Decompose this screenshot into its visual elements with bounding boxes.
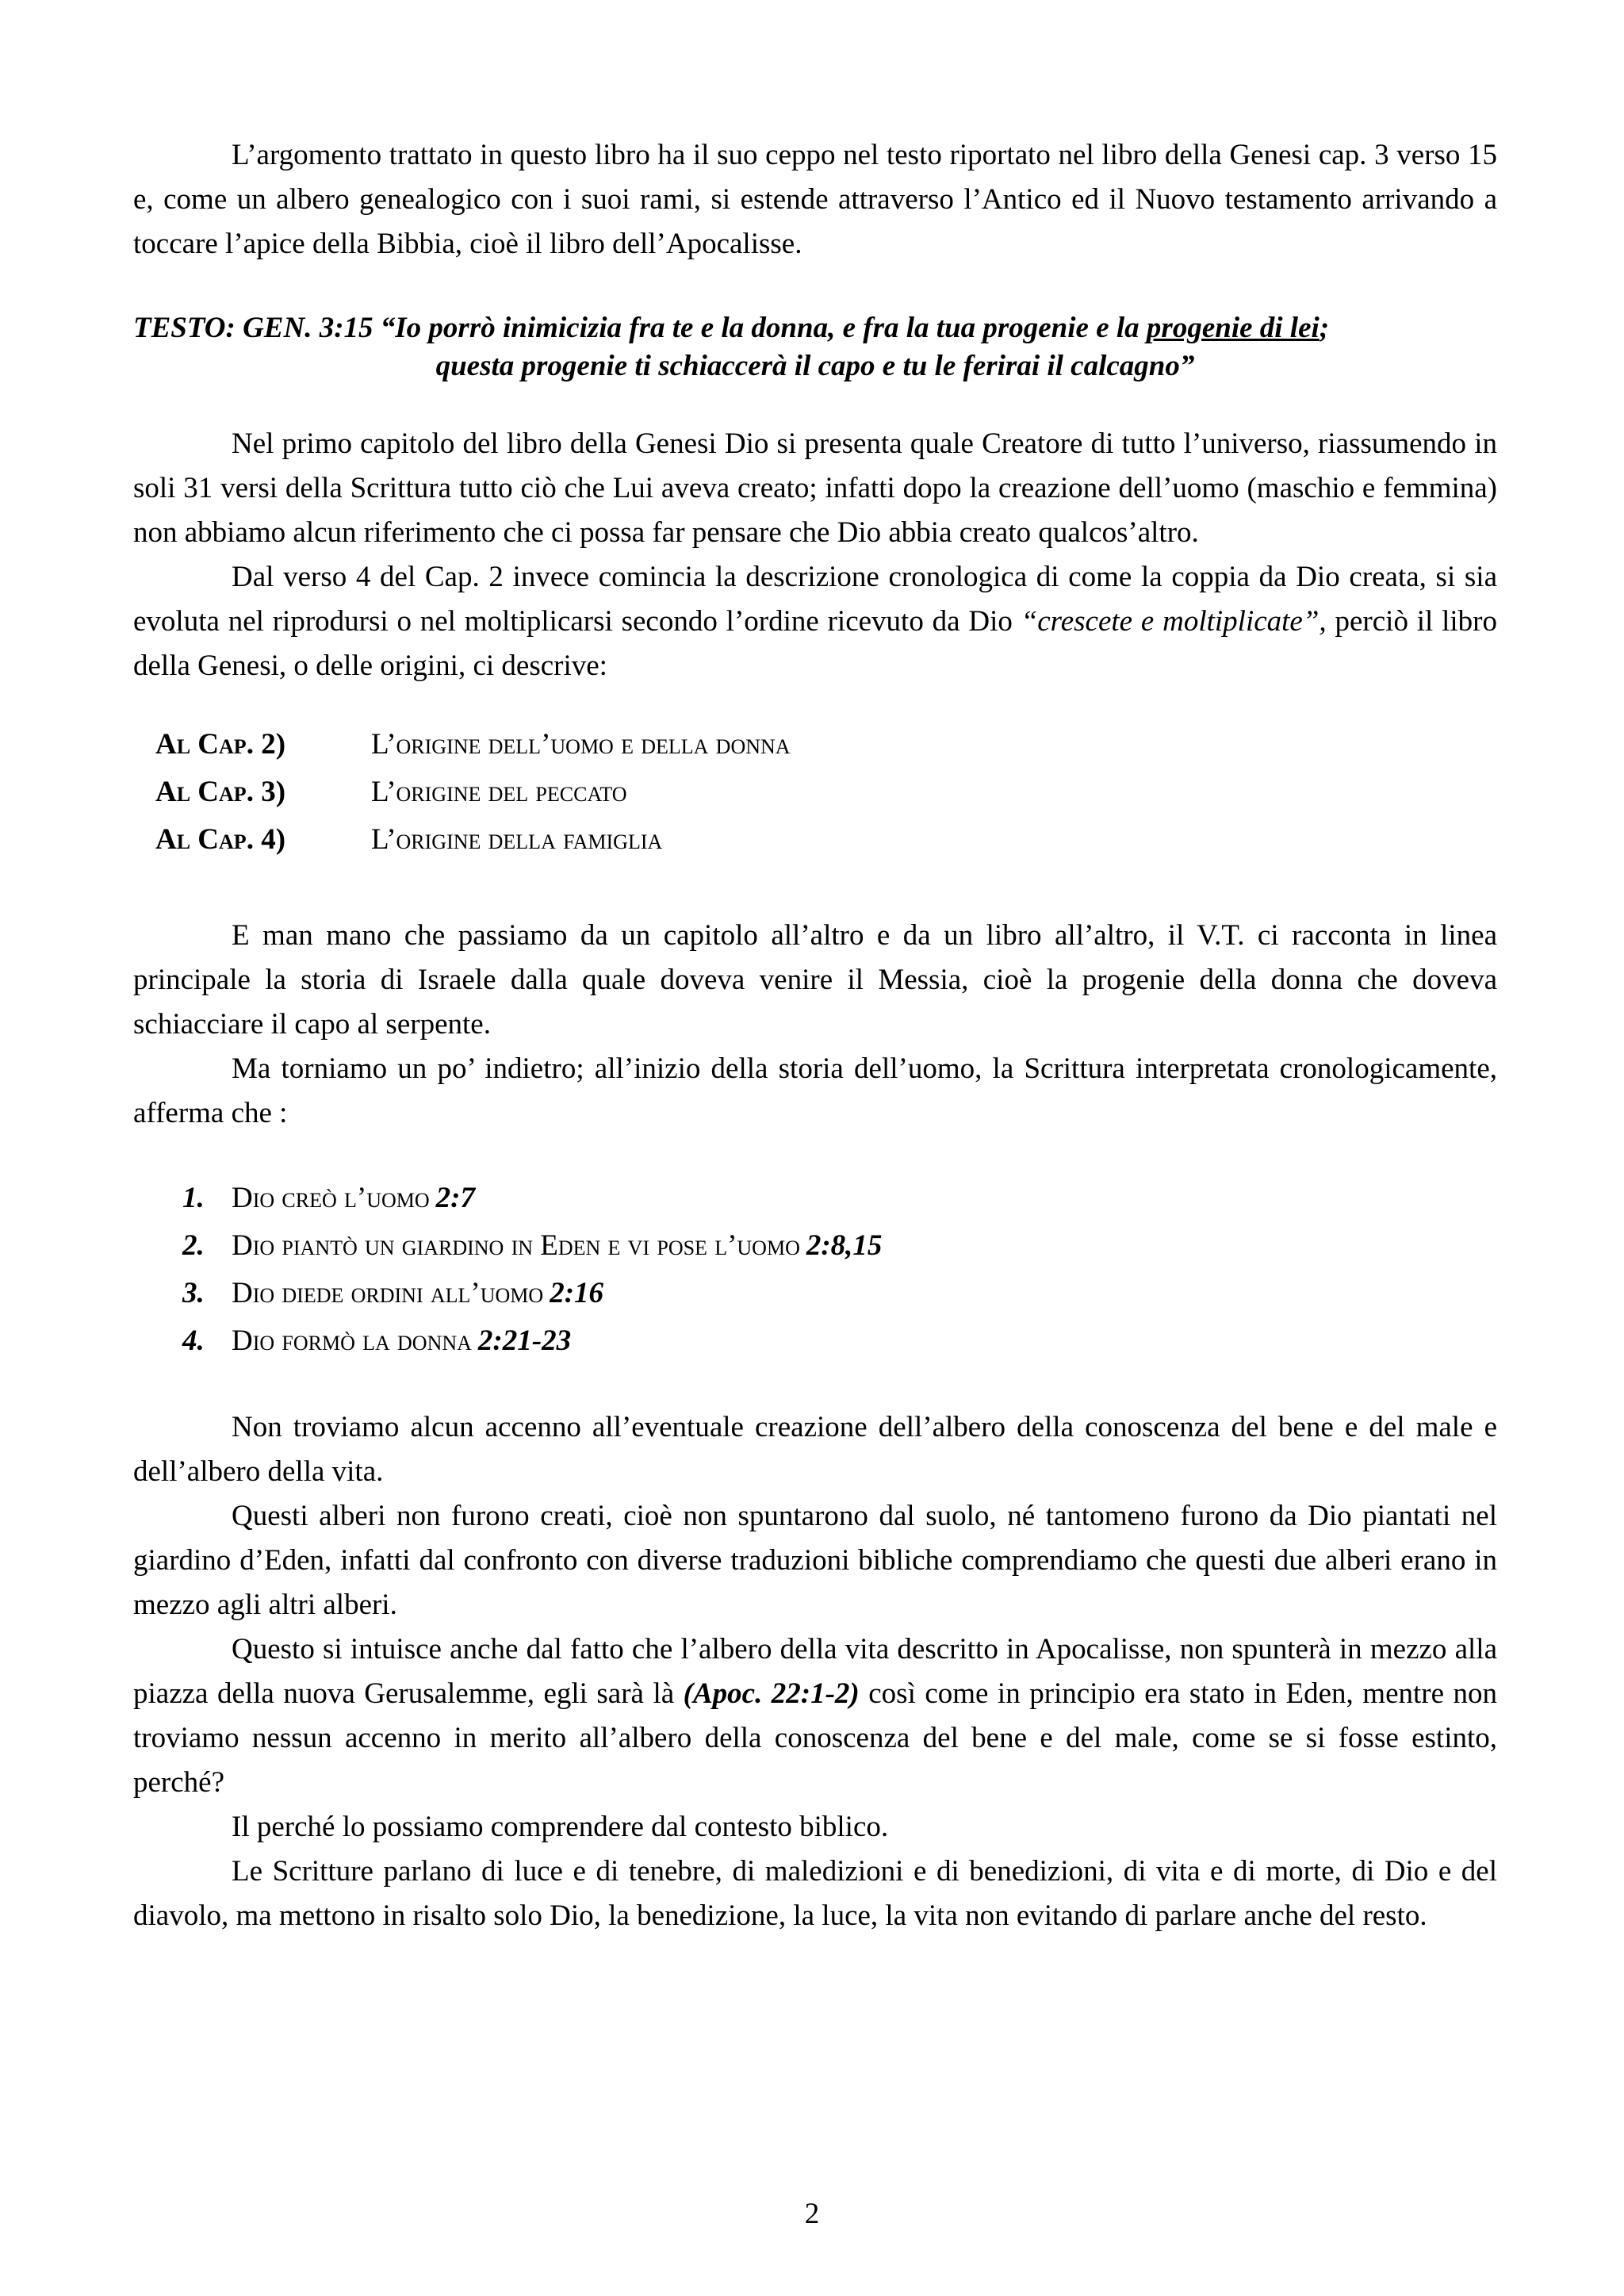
verse-reference: 2:8,15 <box>806 1228 883 1262</box>
list-item <box>133 1174 1497 1221</box>
paragraph-chronology <box>133 555 1497 688</box>
chapter-label: Al Cap. 4) <box>155 822 286 856</box>
verse-reference: 2:16 <box>550 1276 604 1309</box>
list-text <box>232 1181 475 1215</box>
list-number: 4. <box>182 1324 205 1357</box>
verse-reference: 2:21-23 <box>477 1324 572 1357</box>
paragraph-trees: Questi alberi non furono creati, cioè non spuntarono dal suolo, né tantomeno furono da Dio piantati nel giardino d’Eden, infatti dal confronto con diverse traduzioni bibliche comprendiamo che questi due alberi erano in mezzo agli altri alberi. <box>133 1500 1497 1621</box>
chapter-row <box>133 768 1497 815</box>
verse-reference: (Apoc. 22:1-2) <box>683 1677 860 1710</box>
chapter-label: Al Cap. 2) <box>155 727 286 761</box>
list-number: 2. <box>182 1228 205 1262</box>
chapter-row <box>133 815 1497 863</box>
chapter-list <box>133 720 1497 863</box>
list-item <box>133 1269 1497 1317</box>
paragraph-intro: L’argomento trattato in questo libro ha il suo ceppo nel testo riportato nel libro della Genesi cap. 3 verso 15 e, come un albero genealogico con i suoi rami, si estende attraverso l’Antico ed il Nuovo testamento arrivando a toccare l’apice della Bibbia, cioè il libro dell’Apocalisse. <box>133 139 1497 260</box>
text-span: Questo si intuisce anche dal fatto che l’albero della vita descritto in Apocalisse, non spunterà in mezzo alla piazza della nuova Gerusalemme, egli sarà là <box>133 1633 1497 1710</box>
paragraph-no-mention: Non troviamo alcun accenno all’eventuale creazione dell’albero della conoscenza del bene e del male e dell’albero della vita. <box>133 1411 1497 1488</box>
list-label: Dio diede ordini all’uomo <box>232 1276 544 1309</box>
list-label: Dio piantò un giardino in Eden e vi pose l’uomo <box>232 1228 800 1262</box>
verse-reference: 2:7 <box>435 1181 475 1214</box>
paragraph-apocalypse <box>133 1627 1497 1805</box>
list-item <box>133 1317 1497 1364</box>
chapter-label: Al Cap. 3) <box>155 775 286 808</box>
quote-underlined: progenie di lei <box>1146 312 1320 344</box>
list-item <box>133 1221 1497 1269</box>
chapter-text: L’origine della famiglia <box>371 822 663 856</box>
list-number: 3. <box>182 1276 205 1309</box>
list-label: Dio creò l’uomo <box>232 1181 430 1214</box>
numbered-list <box>133 1174 1497 1364</box>
list-text <box>232 1276 603 1310</box>
bible-quote <box>133 309 1497 385</box>
list-number: 1. <box>182 1181 205 1214</box>
quote-semicolon: ; <box>1319 312 1330 344</box>
list-label: Dio formò la donna <box>232 1324 472 1357</box>
quote-line-1 <box>133 309 1497 347</box>
chapter-row <box>133 720 1497 768</box>
text-span: Dal verso 4 del Cap. 2 invece comincia la descrizione cronologica di come la coppia da Dio creata, si sia evoluta nel riprodursi o nel moltiplicarsi secondo l’ordine ricevuto da Dio <box>133 561 1497 638</box>
paragraph-scriptures: Le Scritture parlano di luce e di tenebre, di maledizioni e di benedizioni, di vita e di morte, di Dio e del diavolo, ma mettono in risalto solo Dio, la benedizione, la luce, la vita non evitando di parlare anche del resto. <box>133 1855 1497 1932</box>
chapter-text: L’origine dell’uomo e della donna <box>371 727 791 761</box>
chapter-text: L’origine del peccato <box>371 775 627 808</box>
list-text <box>232 1228 882 1263</box>
paragraph-return: Ma torniamo un po’ indietro; all’inizio della storia dell’uomo, la Scrittura interpretata cronologicamente, afferma che : <box>133 1052 1497 1129</box>
text-span: perciò il libro della Genesi, o delle origini, ci descrive: <box>133 605 1497 682</box>
paragraph-creation: Nel primo capitolo del libro della Genesi Dio si presenta quale Creatore di tutto l’universo, riassumendo in soli 31 versi della Scrittura tutto ciò che Lui aveva creato; infatti dopo la creazione dell’uomo (maschio e femmina) non abbiamo alcun riferimento che ci possa far pensare che Dio abbia creato qualcos’altro. <box>133 427 1497 549</box>
quote-text: TESTO: GEN. 3:15 “Io porrò inimicizia fra te e la donna, e fra la tua progenie e la <box>133 312 1147 344</box>
page-number: 2 <box>804 2198 820 2230</box>
text-span: così come in principio era stato in Eden, mentre non troviamo nessun accenno in merito all’albero della conoscenza del bene e del male, come se si fosse estinto, perché? <box>133 1677 1497 1799</box>
document-page <box>133 133 1497 1938</box>
quote-line-2: questa progenie ti schiaccerà il capo e tu le ferirai il calcagno” <box>435 350 1195 382</box>
paragraph-why: Il perché lo possiamo comprendere dal contesto biblico. <box>232 1811 889 1843</box>
paragraph-history: E man mano che passiamo da un capitolo all’altro e da un libro all’altro, il V.T. ci racconta in linea principale la storia di Israele dalla quale doveva venire il Messia, cioè la progenie della donna che doveva schiacciare il capo al serpente. <box>133 919 1497 1041</box>
list-text <box>232 1324 571 1358</box>
italic-quote: “crescete e moltiplicate”, <box>1021 605 1327 638</box>
